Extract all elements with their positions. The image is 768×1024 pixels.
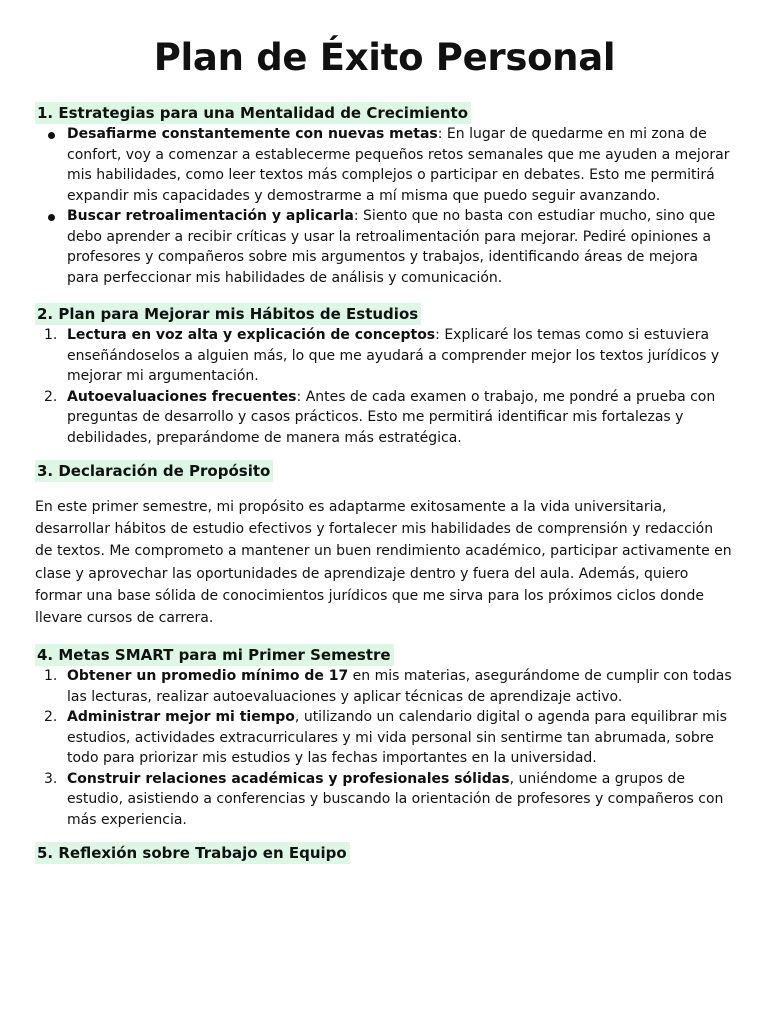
item-bold-text: Buscar retroalimentación y aplicarla <box>67 208 354 224</box>
item-text: , uniéndome a grupos de estudio, asistiendo a conferencias y buscando la orientación de profesores y compañeros con más experiencia. <box>67 770 724 828</box>
section-heading-4: 4. Metas SMART para mi Primer Semestre <box>35 644 394 666</box>
list-item <box>35 387 734 449</box>
item-bold-text: Construir relaciones académicas y profesionales sólidas <box>67 770 510 787</box>
item-bold-text: Lectura en voz alta y explicación de conceptos <box>67 327 436 343</box>
item-bold-text: Obtener un promedio mínimo de 17 <box>67 668 349 685</box>
list-item <box>35 124 734 206</box>
item-text: , utilizando un calendario digital o agenda para equilibrar mis estudios, actividades extracurriculares y mi vida personal sin sentirme tan abrumada, sobre todo para priorizar mis estudios y las fechas importantes en la universidad. <box>67 709 727 767</box>
purpose-paragraph: En este primer semestre, mi propósito es adaptarme exitosamente a la vida universitaria, desarrollar hábitos de estudio efectivos y fortalecer mis habilidades de comprensión y redacción de textos. Me comprometo a mantener un buen rendimiento académico, participar activamente en clase y aprovechar las oportunidades de aprendizaje dentro y fuera del aula. Además, quiero formar una base sólida de conocimientos jurídicos que me sirva para los próximos ciclos donde llevare cursos de carrera. <box>35 499 732 627</box>
list-item <box>35 769 734 831</box>
item-number: 1. <box>44 668 58 685</box>
list-item <box>35 206 734 288</box>
item-bold-text: Autoevaluaciones frecuentes <box>67 388 297 405</box>
list-item <box>35 325 734 387</box>
list-item <box>35 707 734 769</box>
list-item <box>35 666 734 707</box>
item-number: 3. <box>44 770 58 787</box>
item-bold-text: Administrar mejor mi tiempo <box>67 709 295 726</box>
numbered-list-study-habits <box>35 325 734 448</box>
item-text: en mis materias, asegurándome de cumplir con todas las lecturas, realizar autoevaluaciones y aplicar técnicas de aprendizaje activo. <box>67 668 732 705</box>
section-heading-1: 1. Estrategias para una Mentalidad de Crecimiento <box>35 102 471 124</box>
item-number: 1. <box>44 327 58 343</box>
item-text: : Antes de cada examen o trabajo, me pondré a prueba con preguntas de desarrollo y casos prácticos. Esto me permitirá identificar mis fortalezas y debilidades, preparándome de manera más estratégica. <box>67 388 716 446</box>
item-number: 2. <box>44 709 58 726</box>
section-heading-3: 3. Declaración de Propósito <box>35 460 273 482</box>
item-text: : Explicaré los temas como si estuviera enseñándoselos a alguien más, lo que me ayudará a comprender mejor los textos jurídicos y mejorar mi argumentación. <box>67 327 720 384</box>
numbered-list-smart-goals <box>35 666 734 830</box>
bullet-list-growth <box>35 124 734 288</box>
item-bold-text: Desafiarme constantemente con nuevas metas <box>67 126 438 142</box>
item-text: : Siento que no basta con estudiar mucho, sino que debo aprender a recibir críticas y usar la retroalimentación para mejorar. Pediré opiniones a profesores y compañeros sobre mis argumentos y trabajos, identificando áreas de mejora para perfeccionar mis habilidades de análisis y comunicación. <box>67 208 716 286</box>
item-number: 2. <box>44 388 58 405</box>
page-title: Plan de Éxito Personal <box>153 36 616 79</box>
section-heading-2: 2. Plan para Mejorar mis Hábitos de Estudios <box>35 303 421 325</box>
section-heading-5: 5. Reflexión sobre Trabajo en Equipo <box>35 842 350 864</box>
item-text: : En lugar de quedarme en mi zona de confort, voy a comenzar a establecerme pequeños retos semanales que me ayuden a mejorar mis habilidades, como leer textos más complejos o participar en debates. Esto me permitirá expandir mis capacidades y demostrarme a mí misma que puedo seguir avanzando. <box>67 126 730 204</box>
